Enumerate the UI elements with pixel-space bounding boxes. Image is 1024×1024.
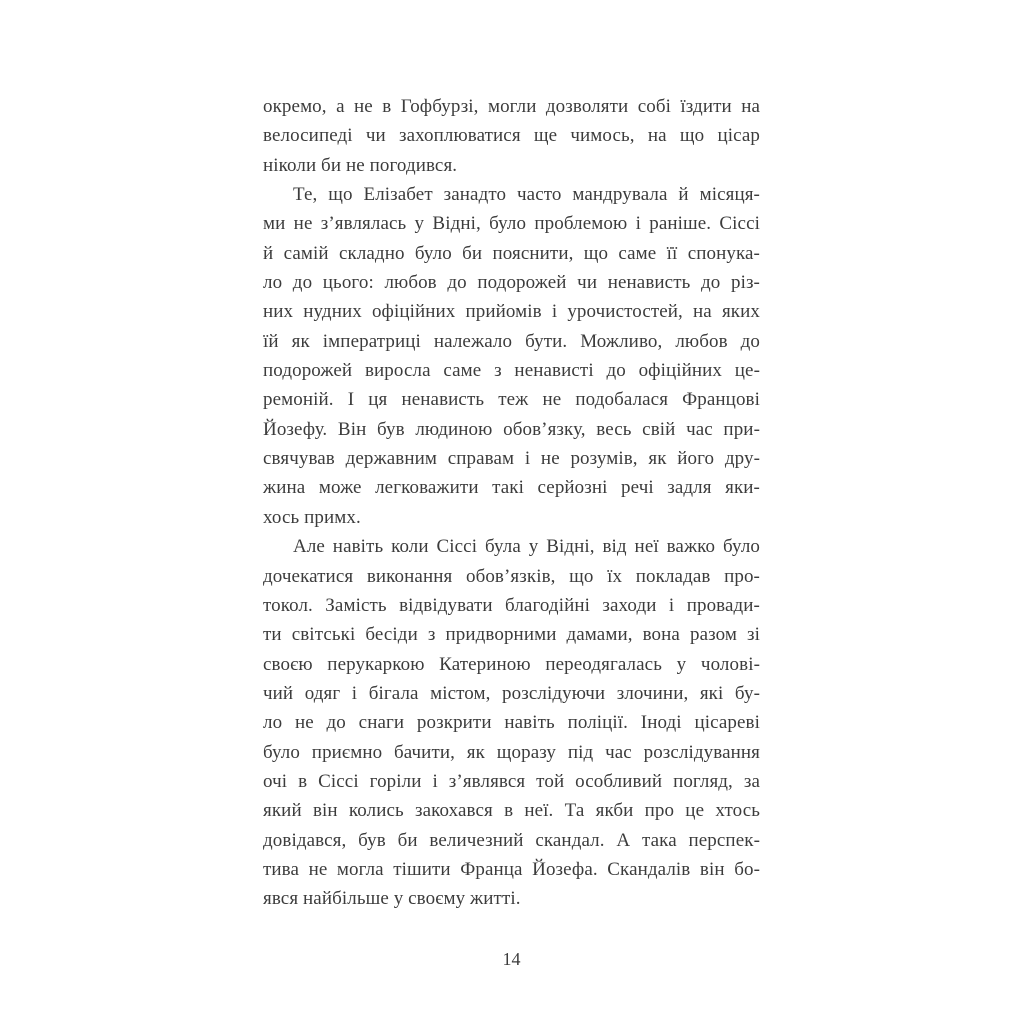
text-line: свячував державним справам і не розумів, як його дру- (263, 448, 760, 470)
text-line: ніколи би не погодився. (263, 154, 458, 176)
text-line: Але навіть коли Сіссі була у Відні, від неї важко було (293, 536, 760, 558)
text-block (263, 92, 760, 914)
text-line: Йозефу. Він був людиною обов’язку, весь свій час при- (263, 418, 760, 440)
text-line: ти світські бесіди з придворними дамами, вона разом зі (263, 624, 760, 646)
text-line: чий одяг і бігала містом, розслідуючи злочини, які бу- (263, 682, 760, 704)
text-line: явся найбільше у своєму житті. (263, 888, 521, 910)
text-line: Те, що Елізабет занадто часто мандрувала й місяця- (293, 184, 760, 206)
page-number: 14 (502, 949, 521, 969)
text-line: окремо, а не в Гофбурзі, могли дозволяти собі їздити на (263, 96, 760, 117)
text-line: їй як імператриці належало бути. Можливо, любов до (263, 330, 760, 352)
text-line: своєю перукаркою Катериною переодягалась у чолові- (263, 653, 760, 675)
text-line: токол. Замість відвідувати благодійні заходи і провади- (263, 594, 760, 616)
text-line: тива не могла тішити Франца Йозефа. Скандалів він бо- (263, 858, 760, 880)
text-line: ло не до снаги розкрити навіть поліції. Іноді цісареві (263, 712, 760, 734)
text-line: який він колись закохався в неї. Та якби про це хтось (263, 800, 760, 822)
text-line: ми не з’являлась у Відні, було проблемою і раніше. Сіссі (263, 213, 760, 235)
text-line: довідався, був би величезний скандал. А така перспек- (263, 829, 760, 851)
text-line: них нудних офіційних прийомів і урочистостей, на яких (263, 301, 760, 323)
text-line: дочекатися виконання обов’язків, що їх покладав про- (263, 565, 760, 587)
text-line: велосипеді чи захоплюватися ще чимось, на що цісар (263, 125, 760, 147)
text-line: ремоній. І ця ненависть теж не подобалася Францові (263, 389, 760, 411)
text-line: ло до цього: любов до подорожей чи ненависть до різ- (263, 272, 760, 294)
text-line: хось примх. (263, 506, 361, 528)
text-line: подорожей виросла саме з ненависті до офіційних це- (263, 360, 760, 382)
text-line: було приємно бачити, як щоразу під час розслідування (263, 741, 760, 763)
text-line: жина може легковажити такі серйозні речі задля яки- (263, 477, 760, 499)
text-line: й самій складно було би пояснити, що саме її спонука- (263, 242, 760, 264)
text-line: очі в Сіссі горіли і з’являвся той особливий погляд, за (263, 770, 760, 792)
